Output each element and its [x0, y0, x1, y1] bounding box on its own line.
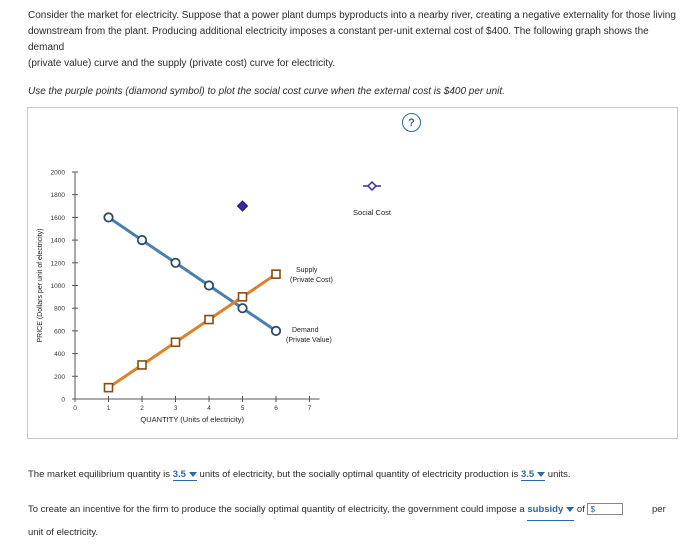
graph-instruction: Use the purple points (diamond symbol) to plot the social cost curve when the external cost is $400 per unit. [28, 86, 505, 97]
of-label: of [576, 504, 585, 515]
x-tick-label: 4 [207, 405, 211, 412]
amount-input[interactable] [587, 503, 623, 515]
y-tick-label: 2000 [50, 169, 65, 177]
intro-line-2: downstream from the plant. Producing additional electricity imposes a constant per-unit external cost of $400. The following graph shows the demand [28, 26, 649, 53]
policy-value: subsidy [527, 504, 564, 515]
social-cost-point[interactable] [238, 201, 248, 211]
y-tick-label: 0 [61, 396, 65, 404]
social-cost-tool-icon[interactable] [368, 182, 376, 190]
demand-point[interactable] [104, 213, 112, 221]
supply-sublabel: (Private Cost) [290, 277, 333, 285]
supply-point[interactable] [105, 384, 113, 392]
y-tick-label: 1400 [50, 237, 65, 245]
supply-curve-line [109, 274, 277, 388]
intro-line-1: Consider the market for electricity. Suppose that a power plant dumps byproducts into a nearby river, creating a negative externality for those living [28, 10, 676, 21]
eq-text-pre: The market equilibrium quantity is [28, 469, 171, 480]
y-tick-label: 800 [54, 305, 65, 313]
help-icon[interactable]: ? [402, 113, 421, 132]
y-axis-label: PRICE (Dollars per unit of electricity) [37, 228, 44, 343]
x-tick-label: 7 [307, 405, 312, 412]
eq-text-mid: units of electricity, but the socially optimal quantity of electricity production is [199, 469, 519, 480]
y-tick-label: 1000 [50, 283, 65, 290]
demand-point[interactable] [205, 281, 213, 289]
equilibrium-quantity-dropdown[interactable] [173, 469, 197, 481]
equilibrium-quantity-value: 3.5 [172, 469, 186, 480]
y-tick-label: 1600 [50, 214, 65, 222]
demand-label: Demand [292, 326, 319, 334]
x-axis-label: QUANTITY (Units of electricity) [140, 415, 245, 424]
equilibrium-question [28, 469, 571, 481]
demand-point[interactable] [138, 236, 146, 244]
unit-label: unit of electricity. [28, 527, 99, 538]
incentive-question [28, 500, 648, 521]
intro-line-3: (private value) curve and the supply (private cost) curve for electricity. [28, 58, 336, 69]
social-cost-tool-label: Social Cost [353, 208, 391, 217]
incentive-text-pre: To create an incentive for the firm to produce the socially optimal quantity of electricity, the government could impose a [28, 504, 525, 515]
supply-point[interactable] [205, 316, 213, 324]
per-label: per [652, 504, 666, 515]
eq-text-post: units. [547, 469, 571, 480]
x-tick-label: 0 [73, 405, 77, 412]
policy-dropdown[interactable] [527, 500, 574, 521]
x-tick-label: 1 [106, 405, 111, 412]
chevron-down-icon [189, 472, 197, 477]
y-tick-label: 600 [54, 328, 65, 336]
supply-point[interactable] [239, 293, 247, 301]
y-tick-label: 400 [54, 351, 65, 359]
currency-symbol: $ [590, 505, 595, 515]
y-tick-label: 200 [54, 373, 65, 381]
x-tick-label: 2 [140, 405, 144, 412]
demand-curve-line [109, 217, 277, 331]
supply-label: Supply [296, 267, 318, 275]
supply-point[interactable] [172, 338, 180, 346]
demand-point[interactable] [171, 259, 179, 267]
x-tick-label: 3 [173, 405, 178, 412]
optimal-quantity-value: 3.5 [520, 469, 535, 480]
optimal-quantity-dropdown[interactable] [521, 469, 545, 481]
x-tick-label: 5 [240, 405, 245, 412]
y-tick-label: 1200 [50, 260, 65, 268]
y-tick-label: 1800 [50, 192, 65, 200]
supply-point[interactable] [138, 361, 146, 369]
demand-sublabel: (Private Value) [286, 336, 332, 344]
demand-point[interactable] [238, 304, 246, 312]
supply-point[interactable] [272, 270, 280, 278]
chevron-down-icon [537, 472, 545, 477]
x-tick-label: 6 [274, 405, 278, 412]
demand-point[interactable] [272, 327, 280, 335]
chevron-down-icon [566, 507, 574, 512]
